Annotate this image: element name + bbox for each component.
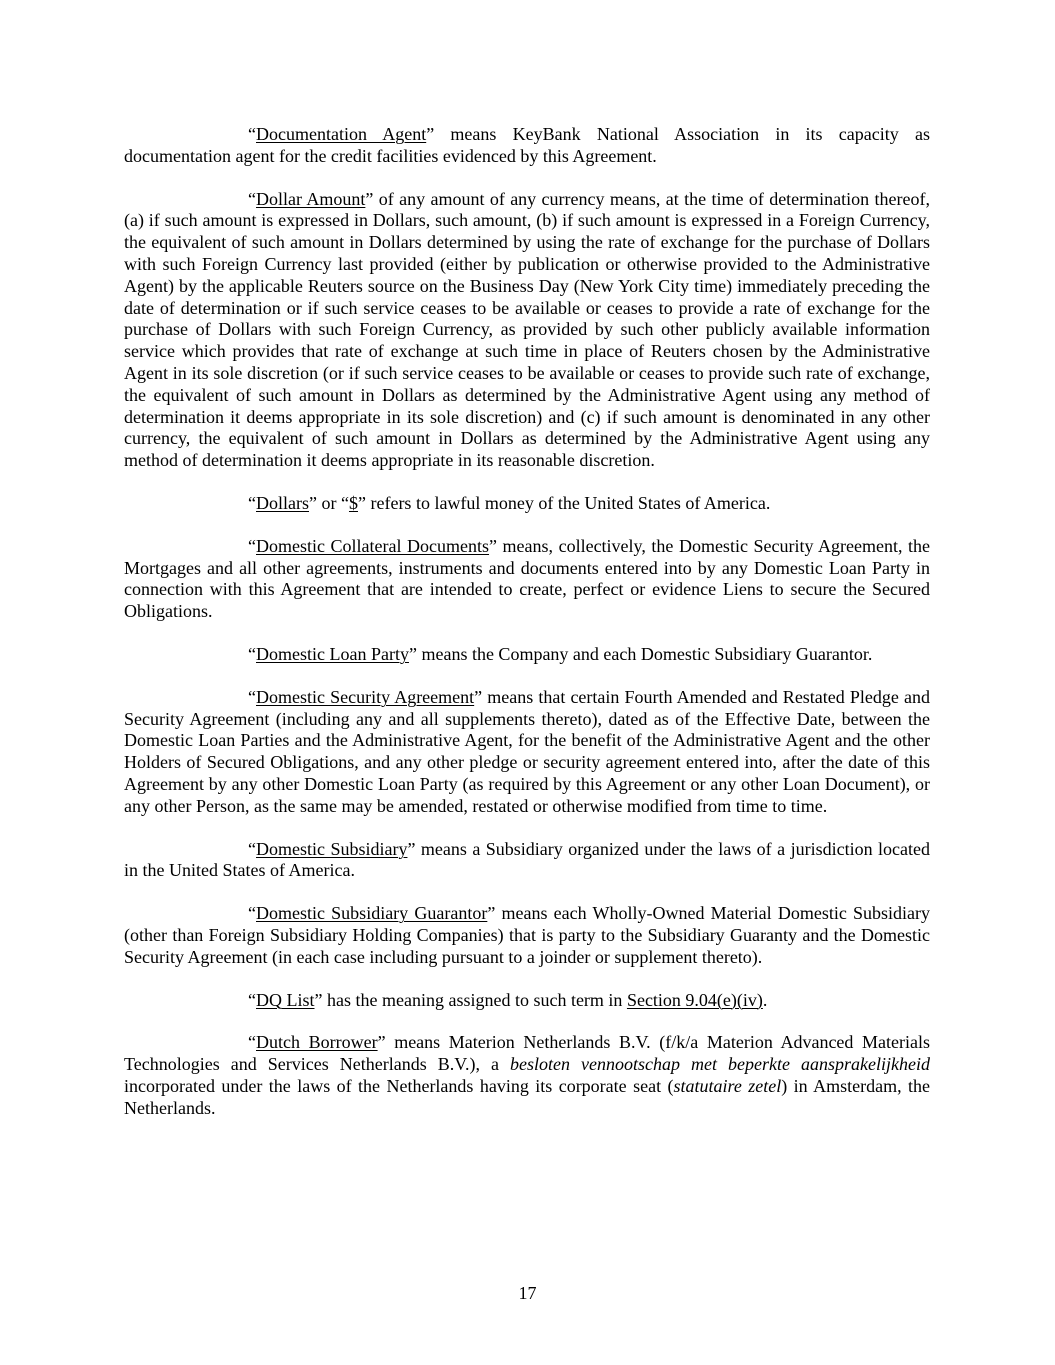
definition-connector: ” or “ bbox=[309, 492, 349, 513]
definition-dutch-borrower bbox=[124, 1032, 930, 1119]
italic-legal-form: besloten vennootschap met beperkte aansprakelijkheid bbox=[510, 1054, 930, 1075]
open-quote: “ bbox=[248, 643, 256, 664]
definition-text: ” refers to lawful money of the United States of America. bbox=[357, 492, 771, 513]
defined-term: Domestic Loan Party bbox=[256, 643, 409, 664]
open-quote: “ bbox=[248, 188, 256, 209]
defined-term: Dollars bbox=[256, 492, 309, 513]
document-page bbox=[124, 124, 930, 1140]
definition-text: ” means each Wholly-Owned Material Domestic Subsidiary (other than Foreign Subsidiary Holding Companies) that is party to the Subsidiary Guaranty and the Domestic Security Agreement (in each case including pursuant to a joinder or supplement thereto). bbox=[124, 903, 930, 967]
open-quote: “ bbox=[248, 492, 256, 513]
definition-domestic-collateral-documents bbox=[124, 536, 930, 623]
definition-text: ” means, collectively, the Domestic Security Agreement, the Mortgages and all other agreements, instruments and documents entered into by any Domestic Loan Party in connection with this Agreement that are intended to create, perfect or evidence Liens to secure the Secured Obligations. bbox=[124, 535, 930, 622]
definition-domestic-subsidiary-guarantor bbox=[124, 903, 930, 968]
definition-text: ” has the meaning assigned to such term in bbox=[314, 989, 627, 1010]
defined-term-symbol: $ bbox=[348, 492, 358, 513]
defined-term: Dutch Borrower bbox=[256, 1032, 378, 1053]
open-quote: “ bbox=[248, 535, 256, 556]
open-quote: “ bbox=[248, 903, 256, 924]
definition-text: ” means that certain Fourth Amended and Restated Pledge and Security Agreement (including any and all supplements thereto), dated as of the Effective Date, between the Domestic Loan Parties and the Administrative Agent, for the benefit of the Administrative Agent and the other Holders of Secured Obligations, and any other pledge or security agreement entered into, after the date of this Agreement by any other Domestic Loan Party (as required by this Agreement or any other Loan Document), or any other Person, as the same may be amended, restated or otherwise modified from time to time. bbox=[124, 686, 930, 816]
defined-term: DQ List bbox=[256, 989, 315, 1010]
definition-end: . bbox=[762, 989, 768, 1010]
definition-domestic-loan-party bbox=[124, 644, 930, 666]
open-quote: “ bbox=[248, 1032, 256, 1053]
definition-text-end: ) in Amsterdam, the Netherlands. bbox=[124, 1075, 930, 1118]
definition-domestic-subsidiary bbox=[124, 839, 930, 883]
definition-text: ” means KeyBank National Association in its capacity as documentation agent for the credit facilities evidenced by this Agreement. bbox=[124, 124, 930, 166]
definition-text-continued: incorporated under the laws of the Netherlands having its corporate seat ( bbox=[124, 1075, 674, 1096]
defined-term: Domestic Subsidiary Guarantor bbox=[256, 903, 488, 924]
section-cross-reference: Section 9.04(e)(iv) bbox=[626, 989, 763, 1010]
definition-text: ” means Materion Netherlands B.V. (f/k/a Materion Advanced Materials Technologies and Services Netherlands B.V.), a bbox=[124, 1032, 931, 1075]
definition-documentation-agent bbox=[124, 124, 930, 168]
page-number: 17 bbox=[518, 1283, 537, 1303]
defined-term: Dollar Amount bbox=[256, 188, 366, 209]
open-quote: “ bbox=[248, 838, 256, 859]
definition-text: ” of any amount of any currency means, at the time of determination thereof, (a) if such amount is expressed in Dollars, such amount, (b) if such amount is expressed in a Foreign Currency, the equivalent of such amount in Dollars determined by using the rate of exchange for the purchase of Dollars with such Foreign Currency last provided (either by publication or otherwise provided to the Administrative Agent) by the applicable Reuters source on the Business Day (New York City time) immediately preceding the date of determination or if such service ceases to be available or ceases to provide a rate of exchange for the purchase of Dollars with such Foreign Currency, as provided by such other publicly available information service which provides that rate of exchange at such time in place of Reuters chosen by the Administrative Agent in its sole discretion (or if such service ceases to be available or ceases to provide such rate of exchange, the equivalent of such amount in Dollars as determined by the Administrative Agent using any method of determination it deems appropriate in its sole discretion) and (c) if such amount is denominated in any other currency, the equivalent of such amount in Dollars as determined by the Administrative Agent using any method of determination it deems appropriate in its reasonable discretion. bbox=[124, 188, 930, 471]
definition-domestic-security-agreement bbox=[124, 687, 930, 818]
open-quote: “ bbox=[248, 124, 256, 144]
defined-term: Documentation Agent bbox=[256, 124, 427, 144]
open-quote: “ bbox=[248, 686, 256, 707]
definition-dollar-amount bbox=[124, 189, 930, 472]
definition-text: ” means the Company and each Domestic Subsidiary Guarantor. bbox=[408, 643, 873, 664]
definition-text: ” means a Subsidiary organized under the laws of a jurisdiction located in the United States of America. bbox=[124, 838, 930, 881]
italic-corporate-seat: statutaire zetel bbox=[673, 1075, 782, 1096]
definition-dq-list bbox=[124, 990, 930, 1012]
defined-term: Domestic Subsidiary bbox=[256, 838, 408, 859]
definition-dollars bbox=[124, 493, 930, 515]
defined-term: Domestic Security Agreement bbox=[256, 686, 475, 707]
defined-term: Domestic Collateral Documents bbox=[256, 535, 490, 556]
open-quote: “ bbox=[248, 989, 256, 1010]
